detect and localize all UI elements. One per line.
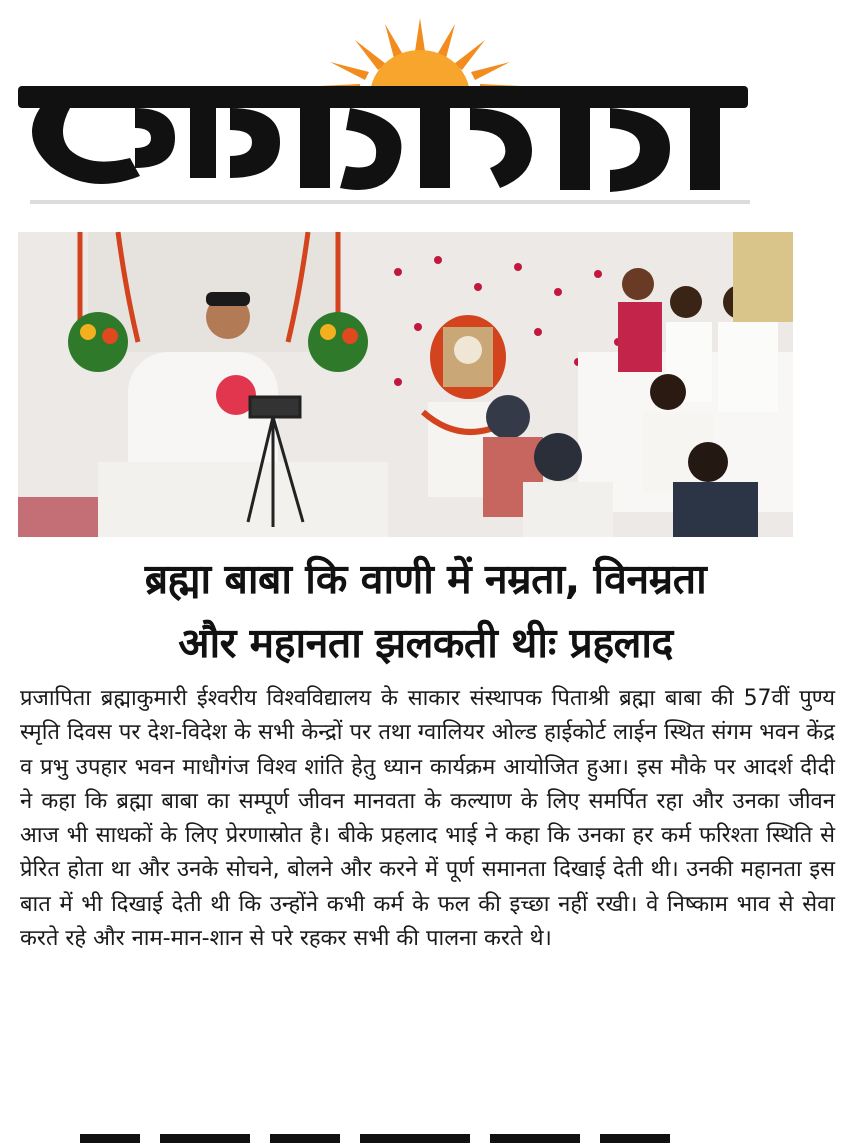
headline-line-1: ब्रह्मा बाबा कि वाणी में नम्रता, विनम्रता <box>144 555 707 603</box>
headline-line-2: और महानता झलकती थीः प्रहलाद <box>178 619 673 667</box>
article-headline <box>0 547 851 675</box>
event-photo <box>18 232 793 537</box>
masthead-logo <box>0 0 851 215</box>
sun-icon <box>320 18 520 96</box>
article-body: प्रजापिता ब्रह्माकुमारी ईश्वरीय विश्वविद्यालय के साकार संस्थापक पिताश्री ब्रह्मा बाबा की 57वीं पुण्य स्मृति दिवस पर देश-विदेश के सभी केन्द्रों पर तथा ग्वालियर ओल्ड हाईकोर्ट लाईन स्थित संगम भवन केंद्र व प्रभु उपहार भवन माधौगंज विश्व शांति हेतु ध्यान कार्यक्रम आयोजित हुआ। इस मौके पर आदर्श दीदी ने कहा कि ब्रह्मा बाबा का सम्पूर्ण जीवन मानवता के कल्याण के लिए समर्पित रहा और उनका जीवन आज भी साधकों के लिए प्रेरणास्रोत है। बीके प्रहलाद भाई ने कहा कि उनका हर कर्म फरिश्ता स्थिति से प्रेरित होता था और उनके सोचने, बोलने और करने में पूर्ण समानता दिखाई देती थी। उनकी महानता इस बात में भी दिखाई देती थी कि उन्होंने कभी कर्म के फल की इच्छा नहीं रखी। वे निष्काम भाव से सेवा करते रहे और नाम-मान-शान से परे रहकर सभी की पालना करते थे। <box>20 686 835 952</box>
event-photo-illustration <box>18 232 793 537</box>
next-article-fragment <box>0 1128 851 1143</box>
masthead-wordmark <box>18 86 748 192</box>
masthead <box>0 0 851 215</box>
